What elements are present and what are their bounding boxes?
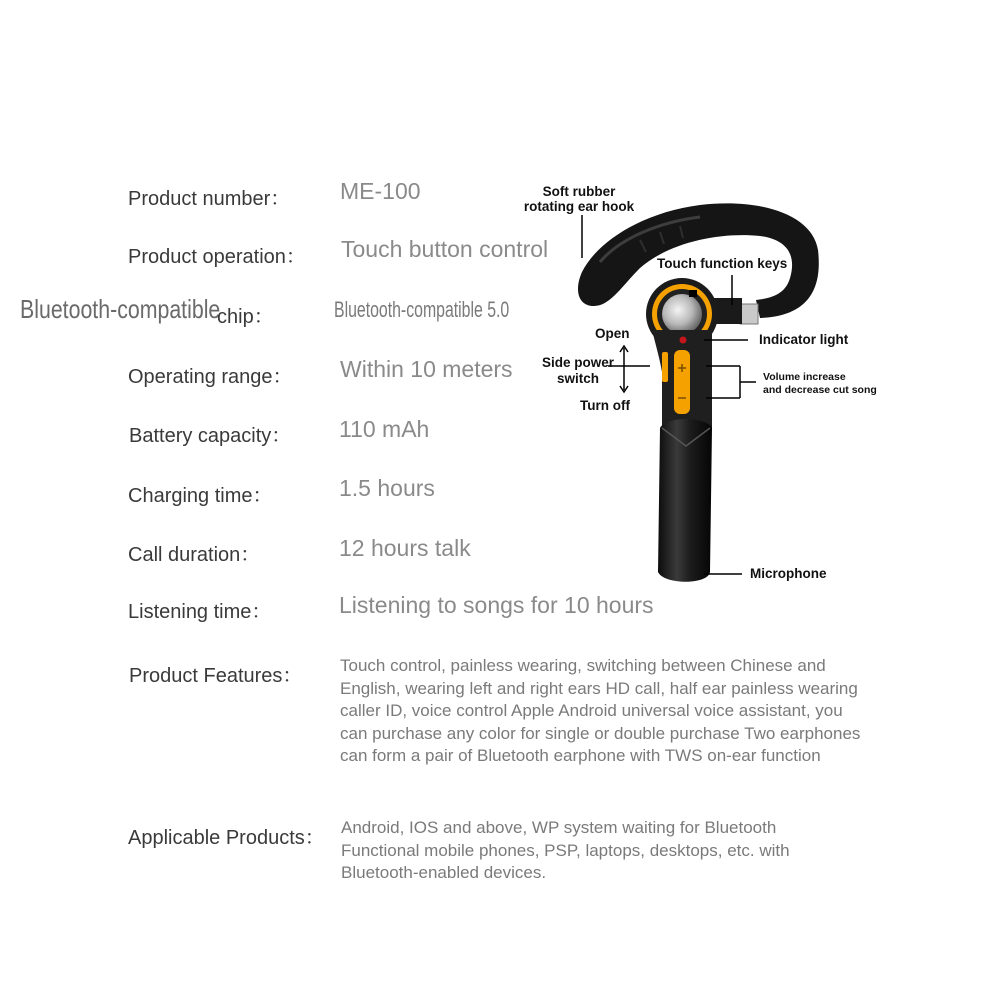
callout-open: Open [595, 326, 630, 341]
label-chip-main: Bluetooth-compatible [20, 294, 221, 324]
callout-ear-hook-line2: rotating ear hook [523, 199, 635, 214]
label-product-features: Product Features： [129, 665, 303, 687]
label-listening-time: Listening time： [128, 601, 272, 623]
features-line: can form a pair of Bluetooth earphone with TWS on-ear function [340, 746, 821, 765]
label-chip-suffix: chip： [217, 306, 274, 328]
value-product-number: ME-100 [340, 178, 421, 204]
side-power-switch [662, 352, 668, 382]
label-battery-capacity: Battery capacity： [129, 425, 292, 447]
features-line: English, wearing left and right ears HD call, half ear painless wearing [340, 678, 858, 698]
value-operating-range: Within 10 meters [340, 356, 513, 382]
callout-indicator-light: Indicator light [759, 332, 849, 347]
label-call-duration: Call duration： [128, 544, 261, 566]
applicable-line: Bluetooth-enabled devices. [341, 863, 547, 882]
callout-turn-off: Turn off [580, 398, 630, 413]
callout-ear-hook [506, 184, 652, 214]
indicator-light-dot [680, 337, 687, 344]
callout-volume [763, 371, 877, 397]
callout-side-power-switch [536, 355, 620, 387]
callout-volume-line2: and decrease cut song [763, 384, 877, 396]
applicable-line: Functional mobile phones, PSP, laptops, desktops, etc. with [341, 840, 790, 860]
features-line: Touch control, painless wearing, switching between Chinese and [340, 656, 826, 675]
label-product-number: Product number： [128, 188, 291, 210]
features-line: caller ID, voice control Apple Android universal voice assistant, you [340, 701, 843, 720]
callout-side-switch-line2: switch [556, 371, 599, 386]
applicable-products-text [341, 817, 901, 885]
label-product-operation: Product operation： [128, 246, 306, 268]
callout-volume-line1: Volume increase [763, 371, 846, 383]
value-call-duration: 12 hours talk [339, 535, 471, 561]
value-listening-time: Listening to songs for 10 hours [339, 592, 654, 618]
value-product-operation: Touch button control [341, 236, 549, 262]
callout-touch-keys: Touch function keys [657, 256, 788, 271]
headset-body [652, 330, 712, 582]
features-line: can purchase any color for single or double purchase Two earphones [340, 723, 861, 743]
applicable-line: Android, IOS and above, WP system waiting for Bluetooth [341, 818, 777, 837]
label-applicable-products: Applicable Products： [128, 827, 325, 849]
product-features-text [340, 655, 900, 768]
value-chip-text: Bluetooth-compatible 5.0 [334, 297, 510, 322]
callout-ear-hook-line1: Soft rubber [542, 184, 616, 199]
volume-keys [674, 350, 690, 414]
value-charging-time: 1.5 hours [339, 475, 435, 501]
callout-microphone: Microphone [750, 566, 827, 581]
callout-side-switch-line1: Side power [541, 355, 614, 370]
label-operating-range: Operating range： [128, 366, 293, 388]
value-chip [334, 297, 577, 323]
value-battery-capacity: 110 mAh [339, 416, 430, 442]
label-charging-time: Charging time： [128, 485, 273, 507]
